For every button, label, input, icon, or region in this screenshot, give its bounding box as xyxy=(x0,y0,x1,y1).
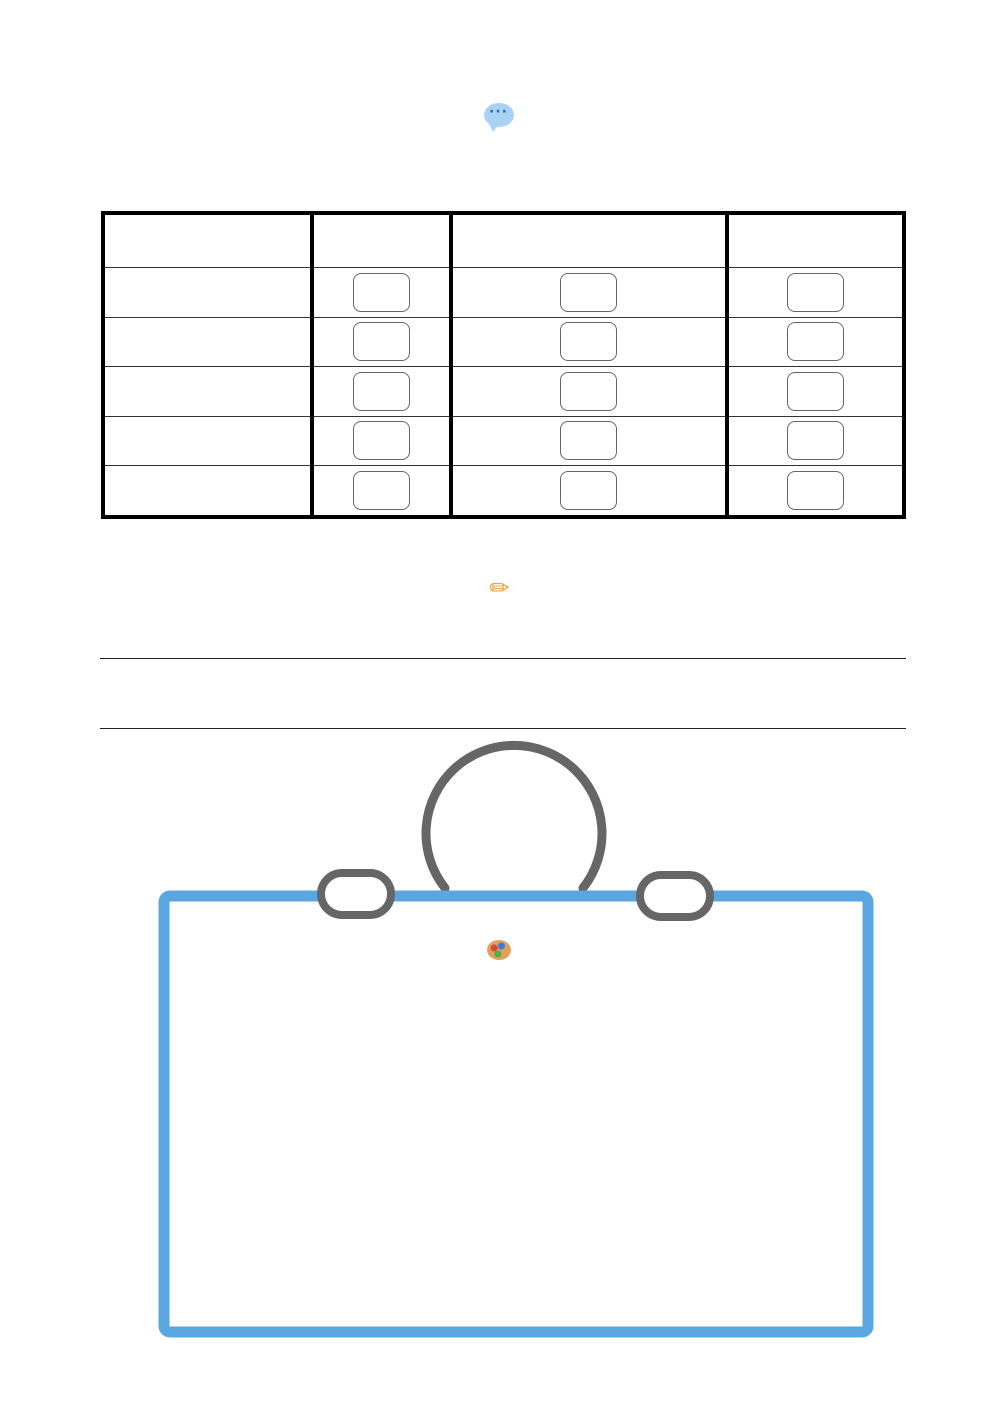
drawing-label xyxy=(0,937,1005,965)
left-hand xyxy=(321,873,391,915)
right-hand xyxy=(640,875,710,917)
speech-bubble-icon: ··· xyxy=(484,103,514,127)
peeking-head-outline xyxy=(426,745,602,888)
palette-icon xyxy=(487,940,511,960)
pencil-icon: ✏ xyxy=(489,574,510,602)
